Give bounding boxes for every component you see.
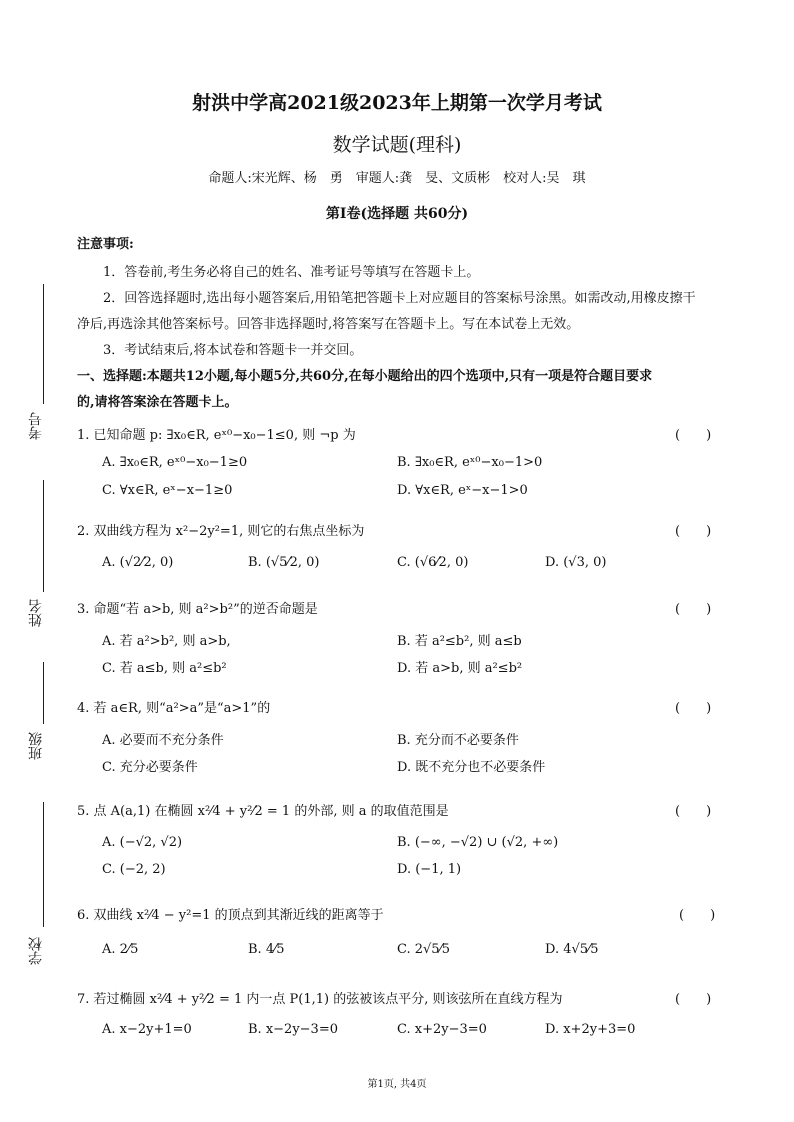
option: D. x+2y+3=0 bbox=[545, 1022, 636, 1037]
side-label-name: 姓名 bbox=[28, 599, 44, 627]
exam-title: 射洪中学高2021级2023年上期第一次学月考试 bbox=[192, 92, 602, 114]
option: A. 2⁄5 bbox=[102, 942, 139, 957]
option: C. ∀x∈R, eˣ−x−1≥0 bbox=[102, 483, 233, 498]
option: C. (√6⁄2, 0) bbox=[397, 555, 469, 570]
option: A. x−2y+1=0 bbox=[102, 1022, 192, 1037]
binding-line bbox=[43, 480, 44, 592]
section-heading: 一、选择题:本题共12小题,每小题5分,共60分,在每小题给出的四个选项中,只有一项是符合题目要求 bbox=[77, 369, 653, 384]
binding-line bbox=[43, 802, 44, 927]
option: C. x+2y−3=0 bbox=[397, 1022, 487, 1037]
section-heading-cont: 的,请将答案涂在答题卡上。 bbox=[77, 395, 238, 410]
option: D. ∀x∈R, eˣ−x−1>0 bbox=[397, 483, 528, 498]
answer-paren: ( ) bbox=[675, 602, 712, 617]
option: D. (√3, 0) bbox=[545, 555, 607, 570]
option: C. (−2, 2) bbox=[102, 862, 166, 877]
option: D. (−1, 1) bbox=[397, 862, 462, 877]
binding-line bbox=[43, 662, 44, 724]
side-label-class: 班级 bbox=[28, 732, 44, 760]
answer-paren: ( ) bbox=[675, 524, 712, 539]
side-label-exam-number: 考号 bbox=[28, 412, 44, 440]
option: B. (√5⁄2, 0) bbox=[248, 555, 320, 570]
option: B. 4⁄5 bbox=[248, 942, 285, 957]
option: B. 充分而不必要条件 bbox=[397, 733, 519, 748]
notice-item: 净后,再选涂其他答案标号。回答非选择题时,将答案写在答题卡上。写在本试卷上无效。 bbox=[77, 317, 580, 332]
option: C. 充分必要条件 bbox=[102, 760, 198, 775]
option: D. 4√5⁄5 bbox=[545, 942, 599, 957]
question-stem: 3. 命题“若 a>b, 则 a²>b²”的逆否命题是 bbox=[77, 602, 318, 617]
answer-paren: ( ) bbox=[675, 804, 712, 819]
question-stem: 1. 已知命题 p: ∃x₀∈R, eˣ⁰−x₀−1≤0, 则 ¬p 为 bbox=[77, 428, 356, 443]
part-title: 第Ⅰ卷(选择题 共60分) bbox=[325, 206, 469, 222]
option: C. 若 a≤b, 则 a²≤b² bbox=[102, 661, 227, 676]
option: B. 若 a²≤b², 则 a≤b bbox=[397, 634, 522, 649]
subject-title: 数学试题(理科) bbox=[332, 134, 462, 156]
notice-heading: 注意事项: bbox=[77, 237, 134, 252]
answer-paren: ( ) bbox=[675, 992, 712, 1007]
answer-paren: ( ) bbox=[675, 428, 712, 443]
page-number: 第1页, 共4页 bbox=[367, 1079, 427, 1090]
answer-paren: ( ) bbox=[679, 908, 716, 923]
side-label-school: 学校 bbox=[28, 937, 44, 965]
question-stem: 4. 若 a∈R, 则“a²>a”是“a>1”的 bbox=[77, 701, 271, 716]
option: A. (√2⁄2, 0) bbox=[102, 555, 174, 570]
notice-item: 1．答卷前,考生务必将自己的姓名、准考证号等填写在答题卡上。 bbox=[103, 265, 480, 280]
binding-line bbox=[43, 284, 44, 404]
question-stem: 6. 双曲线 x²⁄4 − y²=1 的顶点到其渐近线的距离等于 bbox=[77, 908, 384, 923]
option: A. 必要而不充分条件 bbox=[102, 733, 224, 748]
option: B. (−∞, −√2) ∪ (√2, +∞) bbox=[397, 835, 559, 850]
notice-item: 3．考试结束后,将本试卷和答题卡一并交回。 bbox=[103, 343, 363, 358]
staff-line: 命题人:宋光辉、杨 勇 审题人:龚 旻、文质彬 校对人:吴 琪 bbox=[208, 171, 586, 186]
question-stem: 7. 若过椭圆 x²⁄4 + y²⁄2 = 1 内一点 P(1,1) 的弦被该点平分, 则该弦所在直线方程为 bbox=[77, 992, 563, 1007]
question-stem: 5. 点 A(a,1) 在椭圆 x²⁄4 + y²⁄2 = 1 的外部, 则 a 的取值范围是 bbox=[77, 804, 449, 819]
notice-item: 2．回答选择题时,选出每小题答案后,用铅笔把答题卡上对应题目的答案标号涂黑。如需改动,用橡皮擦干 bbox=[103, 291, 696, 306]
option: B. ∃x₀∈R, eˣ⁰−x₀−1>0 bbox=[397, 455, 543, 470]
option: A. (−√2, √2) bbox=[102, 835, 183, 850]
question-stem: 2. 双曲线方程为 x²−2y²=1, 则它的右焦点坐标为 bbox=[77, 524, 365, 539]
option: A. 若 a²>b², 则 a>b, bbox=[102, 634, 231, 649]
option: B. x−2y−3=0 bbox=[248, 1022, 338, 1037]
answer-paren: ( ) bbox=[675, 701, 712, 716]
option: C. 2√5⁄5 bbox=[397, 942, 451, 957]
option: A. ∃x₀∈R, eˣ⁰−x₀−1≥0 bbox=[102, 455, 248, 470]
option: D. 既不充分也不必要条件 bbox=[397, 760, 546, 775]
option: D. 若 a>b, 则 a²≤b² bbox=[397, 661, 523, 676]
